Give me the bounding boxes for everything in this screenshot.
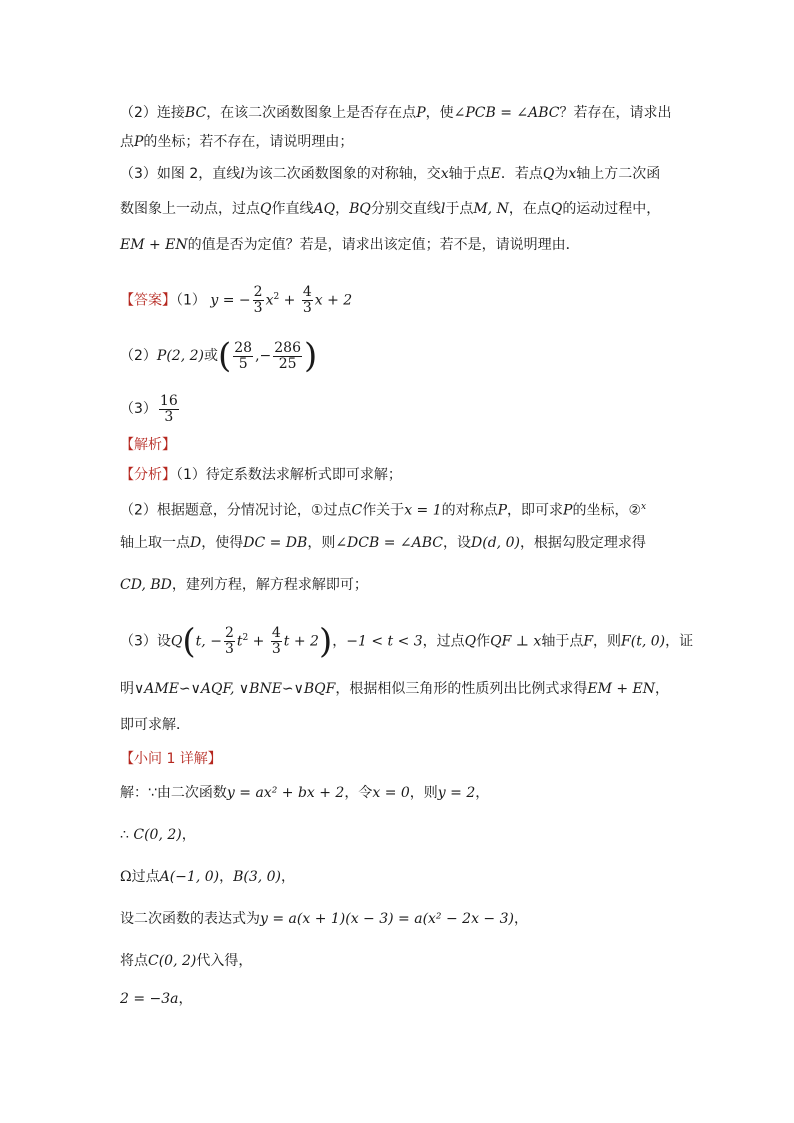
math: A(−1, 0) (159, 869, 220, 885)
denominator: 3 (302, 300, 312, 317)
denominator: 3 (271, 641, 281, 658)
math: y = a(x + 1)(x − 3) = a(x² − 2x − 3) (260, 911, 514, 927)
math: 2 = −3a (120, 991, 179, 1007)
math-c: C (351, 502, 363, 519)
math-mn: M, N (473, 201, 509, 217)
detail-1 (120, 782, 489, 804)
math: x + 2 (314, 292, 353, 309)
text: ， (335, 201, 350, 217)
math: B(3, 0) (233, 869, 282, 885)
text: ， (281, 869, 296, 885)
text: （2）根据题意，分情况讨论，①过点 (120, 502, 352, 519)
paren-open: ( (182, 621, 196, 662)
comma: ,− (255, 348, 272, 364)
text: ，过点 (422, 633, 465, 650)
text: ．若点 (500, 166, 543, 182)
math: x (265, 292, 274, 309)
math: Q (170, 633, 183, 650)
text: 设二次函数的表达式为 (120, 911, 260, 927)
math: C(0, 2) (148, 953, 197, 969)
denominator: 3 (224, 641, 234, 658)
text: （1） (176, 292, 206, 309)
q3-line-2 (120, 198, 660, 220)
detail-5 (120, 950, 252, 972)
text: （2）连接 (120, 105, 185, 121)
text: 轴于点 (448, 166, 491, 182)
math-bc: BC (184, 105, 207, 121)
text: 的坐标；若不存在，请说明理由； (143, 134, 354, 150)
fraction (271, 626, 282, 657)
math-em-en: EM + EN (120, 237, 188, 253)
math: x = 0 (372, 785, 410, 801)
denominator: 5 (238, 355, 248, 372)
math: F(t, 0) (621, 633, 666, 650)
numerator: 2 (224, 625, 234, 642)
text: ，证 (665, 633, 694, 650)
math-d: D (190, 535, 202, 551)
text: 为 (554, 166, 569, 182)
text: ， (181, 827, 196, 843)
denominator: 25 (278, 355, 297, 372)
analysis-3 (120, 532, 646, 554)
math-q: Q (550, 201, 563, 217)
text: 作关于 (362, 502, 405, 519)
text: ，根据相似三角形的性质列出比例式求得 (335, 681, 588, 697)
math-q: Q (464, 633, 477, 650)
text: 作直线 (271, 201, 314, 217)
text: 的对称点 (441, 502, 498, 519)
text: 将点 (120, 953, 148, 969)
paren-close: ) (318, 621, 333, 662)
answer-3 (120, 392, 181, 426)
math: x = 1 (404, 502, 442, 519)
text: 于点 (445, 201, 474, 217)
math-e: E (490, 166, 501, 182)
numerator: 28 (234, 339, 253, 356)
numerator: 4 (271, 625, 281, 642)
numerator: 286 (274, 339, 301, 356)
text: 为该二次函数图象的对称轴，交 (244, 166, 441, 182)
detail-4 (120, 908, 528, 930)
text: ，建列方程，解方程求解即可； (171, 577, 368, 593)
math: ∴ (120, 827, 134, 843)
math: t (236, 633, 243, 650)
math: DC = DB (243, 535, 308, 551)
numerator: 2 (253, 284, 263, 301)
analysis-label: 【解析】 (120, 437, 176, 453)
math-p: P (497, 502, 508, 519)
text: ，设 (443, 535, 472, 551)
analysis-4 (120, 574, 368, 596)
text: 代入得， (196, 953, 253, 969)
analysis-tag: 【分析】 (120, 467, 176, 483)
analysis-5: （3）设Q(t, − $\frac{2}{3}$ $t^2$ + $\frac{4}{3}$ t + 2)，−1 < t < 3，过点Q作QF ⊥ x轴于点F，则F(t, 0)，证 (120, 621, 694, 662)
fraction (233, 341, 253, 372)
answer-label: 【答案】 (120, 292, 176, 309)
math-aq: AQ (313, 201, 336, 217)
text: ，即可求 (507, 502, 564, 519)
text: ，使 (425, 105, 454, 121)
analysis-1 (120, 464, 402, 486)
numerator: 16 (159, 392, 178, 409)
detail-3 (120, 866, 295, 888)
q2-line-1 (120, 102, 672, 124)
math: −1 < t < 3 (346, 633, 423, 650)
math: P(2, 2) (156, 348, 204, 364)
denominator: 3 (164, 408, 174, 425)
q3-line-1 (120, 163, 660, 185)
text: （2） (120, 348, 157, 364)
detail-label: 【小问 1 详解】 (120, 751, 222, 767)
math-em-en: EM + EN (587, 681, 656, 697)
text: （3） (120, 401, 157, 417)
detail-2 (120, 824, 196, 846)
text: 点 (120, 134, 134, 150)
math-q: Q (542, 166, 555, 182)
text: 轴上方二次函 (576, 166, 661, 182)
denominator: 3 (253, 300, 263, 317)
detail-6 (120, 988, 193, 1010)
fraction (159, 394, 179, 425)
fraction (253, 285, 264, 316)
text: ，则 (307, 535, 336, 551)
math-l: l (440, 201, 446, 217)
text: （1）待定系数法求解析式即可求解； (176, 467, 402, 483)
text: 或 (203, 348, 218, 364)
math-q: Q (260, 201, 272, 217)
math-f: F (583, 633, 594, 650)
math: Ω (120, 869, 132, 885)
math-p: P (563, 502, 573, 519)
analysis-7 (120, 714, 190, 736)
text: 明 (120, 681, 134, 697)
answer-1 (120, 280, 352, 318)
text: 轴于点 (541, 633, 584, 650)
math: + (248, 633, 269, 650)
text: ，在点 (508, 201, 551, 217)
math: + (279, 292, 300, 309)
text: ，则 (593, 633, 622, 650)
text: ， (178, 991, 193, 1007)
math: t, − (195, 633, 222, 650)
text: 的值是否为定值？若是，请求出该定值；若不是，请说明理由． (187, 237, 580, 253)
text: 的坐标，② (572, 502, 642, 519)
math: y = − (210, 292, 251, 309)
math: ∠DCB = ∠ABC (335, 535, 444, 551)
math-x: x (641, 502, 647, 512)
paren-close: ) (304, 336, 318, 376)
text: 解：∵由二次函数 (120, 785, 227, 801)
text: 即可求解． (120, 717, 190, 733)
math-bq: BQ (349, 201, 371, 217)
math-angle-eq: ∠PCB = ∠ABC (453, 105, 560, 121)
text: （3）设 (120, 633, 171, 650)
math: D(d, 0) (471, 535, 520, 551)
text: 轴上取一点 (120, 535, 190, 551)
math: CD, BD (120, 577, 172, 593)
text: ？若存在，请求出 (559, 105, 672, 121)
math: y = 2 (437, 785, 476, 801)
math-l: l (240, 166, 245, 182)
text: ， (475, 785, 490, 801)
math: ∨AME∽∨AQF, ∨BNE∽∨BQF (134, 681, 336, 697)
exponent: 2 (242, 633, 249, 643)
analysis-6 (120, 678, 669, 700)
math-x: x (440, 166, 449, 182)
math-p: P (416, 105, 426, 121)
text: ，根据勾股定理求得 (519, 535, 646, 551)
exponent: 2 (273, 292, 280, 302)
math: t + 2 (283, 633, 319, 650)
text: ， (655, 681, 670, 697)
math-p: P (134, 134, 144, 150)
text: 分别交直线 (370, 201, 441, 217)
text: 作 (476, 633, 491, 650)
answer-2 (120, 336, 317, 376)
text: 过点 (131, 869, 160, 885)
text: 的运动过程中， (562, 201, 661, 217)
fraction (273, 341, 302, 372)
math-x: x (568, 166, 577, 182)
q2-line-2 (120, 131, 353, 153)
q3-line-3 (120, 234, 580, 256)
text: ， (219, 869, 234, 885)
fraction (224, 626, 235, 657)
text: （3）如图 2，直线 (120, 166, 241, 182)
text: 数图象上一动点，过点 (120, 201, 260, 217)
text: ，令 (344, 785, 373, 801)
math: y = ax² + bx + 2 (226, 785, 345, 801)
math: C(0, 2) (133, 827, 182, 843)
text: ，使得 (201, 535, 244, 551)
analysis-2 (120, 496, 646, 522)
paren-open: ( (217, 336, 232, 376)
text: ， (513, 911, 528, 927)
math-x: x (533, 633, 542, 650)
numerator: 4 (302, 284, 312, 301)
text: ，在该二次函数图象上是否存在点 (206, 105, 417, 121)
fraction (302, 285, 313, 316)
math: QF ⊥ (490, 633, 534, 650)
text: ，则 (409, 785, 438, 801)
